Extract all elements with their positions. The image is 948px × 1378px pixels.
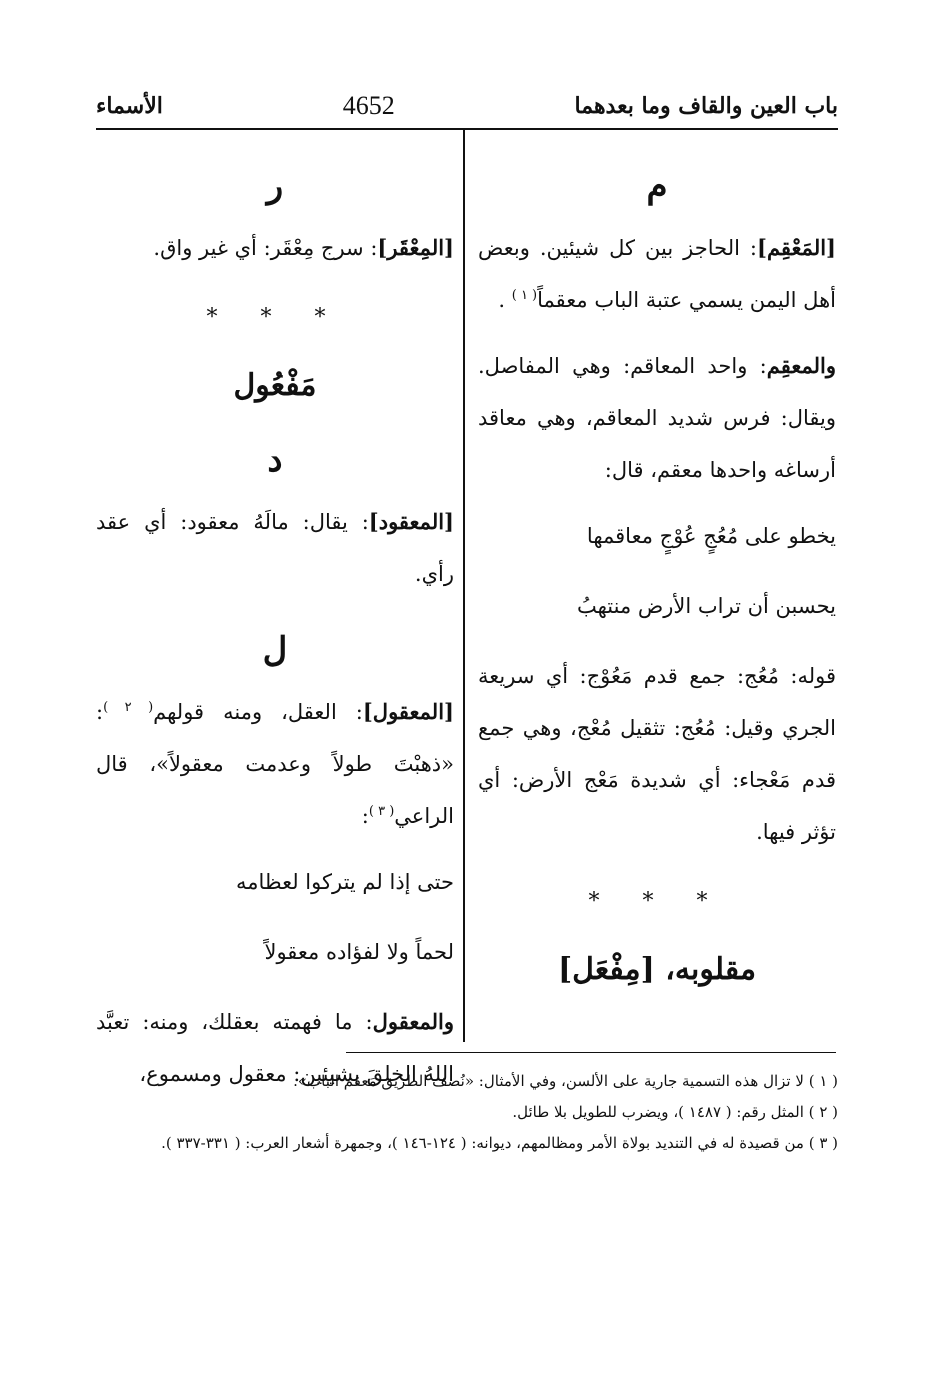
entry-text: : يقال: مالَهُ معقود: أي عقد رأي.: [96, 510, 454, 586]
entry-text: : واحد المعاقم: وهي المفاصل. ويقال: فرس شديد المعاقم، وهي معاقد أرساغه واحدها معقم، قال:: [478, 354, 836, 482]
entry-text: :: [361, 804, 369, 828]
letter-heading-mim: م: [646, 166, 668, 206]
entry-maqim: [478, 222, 836, 326]
entry-headword: [المعقول]: [362, 699, 454, 724]
verse-line-2: لحماً ولا لفؤاده معقولاً: [264, 940, 454, 964]
footnotes: [96, 1066, 838, 1159]
entry-miqar: [96, 222, 454, 274]
entry-text: : ما فهمته بعقلك، ومنه: تعبَّد اللهُ الخلقَ بشيئين: معقول ومسموع،: [96, 1010, 454, 1086]
section-title: الأسماء: [96, 93, 163, 119]
letter-heading-lam: ل: [262, 630, 288, 670]
left-column: [96, 150, 454, 1114]
verse-line-2: يحسبن أن تراب الأرض منتهبُ: [576, 594, 836, 618]
letter-heading-ra: ر: [266, 166, 284, 206]
column-divider: [463, 130, 465, 1042]
letter-heading-dal: د: [267, 440, 283, 480]
footnote-1: ( ١ ) لا تزال هذه التسمية جارية على الألسن، وفي الأمثال: «نُصف الطريق مَعقم الباب».: [293, 1072, 838, 1090]
entry-maqud: [96, 496, 454, 600]
footnote-3: ( ٣ ) من قصيدة له في التنديد بولاة الأمر ومظالمهم، ديوانه: ( ١٢٤-١٤٦ )، وجمهرة أشعار العرب: ( ٣٣١-٣٣٧ ).: [161, 1134, 838, 1152]
entry-headword: [المَعْقِم]: [757, 235, 836, 260]
entry-headword: والمعقول: [372, 1009, 454, 1034]
section-heading-mafool: مَفْعُول: [233, 368, 317, 403]
footnote-ref-1: ( ١ ): [511, 288, 538, 303]
entry-maqul: [96, 686, 454, 842]
page-number: 4652: [342, 91, 395, 120]
footnote-rule: [346, 1052, 836, 1053]
explanation: قوله: مُعُج: جمع قدم مَعُوْج: أي سريعة الجري وقيل: مُعُج: تثقيل مُعْج، وهي جمع قدم مَعْجاء: أي شديدة مَعْج الأرض: أي تؤثر فيها.: [478, 664, 836, 844]
entry-text: : «ذهبْتَ طولاً وعدمت معقولاً»، قال الراعي: [96, 700, 454, 828]
entry-headword: والمعقِم: [766, 353, 836, 378]
separator-stars: * * *: [206, 305, 344, 330]
entry-text: : سرج مِعْقَر: أي غير واق.: [153, 236, 378, 260]
entry-tail: .: [498, 288, 506, 312]
entry-maqim-2: [478, 340, 836, 496]
entry-headword: [المِعْقَر]: [377, 235, 454, 260]
footnote-ref-3: ( ٣ ): [368, 804, 395, 819]
section-heading-maqlub: مقلوبه، [مِفْعَل]: [557, 952, 757, 987]
header-rule: [96, 128, 838, 130]
footnote-2: ( ٢ ) المثل رقم: ( ١٤٨٧ )، ويضرب للطويل بلا طائل.: [512, 1103, 838, 1121]
entry-text: : العقل، ومنه قولهم: [153, 700, 363, 724]
right-column: [478, 150, 836, 1008]
verse-line-1: يخطو على مُعُجٍ عُوْجٍ معاقمها: [586, 524, 836, 548]
chapter-title: باب العين والقاف وما بعدهما: [574, 93, 838, 119]
entry-headword: [المعقود]: [368, 509, 454, 534]
separator-stars: * * *: [588, 889, 726, 914]
page-header: [96, 88, 838, 124]
entry-text: : الحاجز بين كل شيئين. وبعض أهل اليمن يسمي عتبة الباب معقماً: [478, 236, 836, 312]
verse-line-1: حتى إذا لم يتركوا لعظامه: [235, 870, 454, 894]
footnote-ref-2: ( ٢ ): [103, 700, 154, 715]
